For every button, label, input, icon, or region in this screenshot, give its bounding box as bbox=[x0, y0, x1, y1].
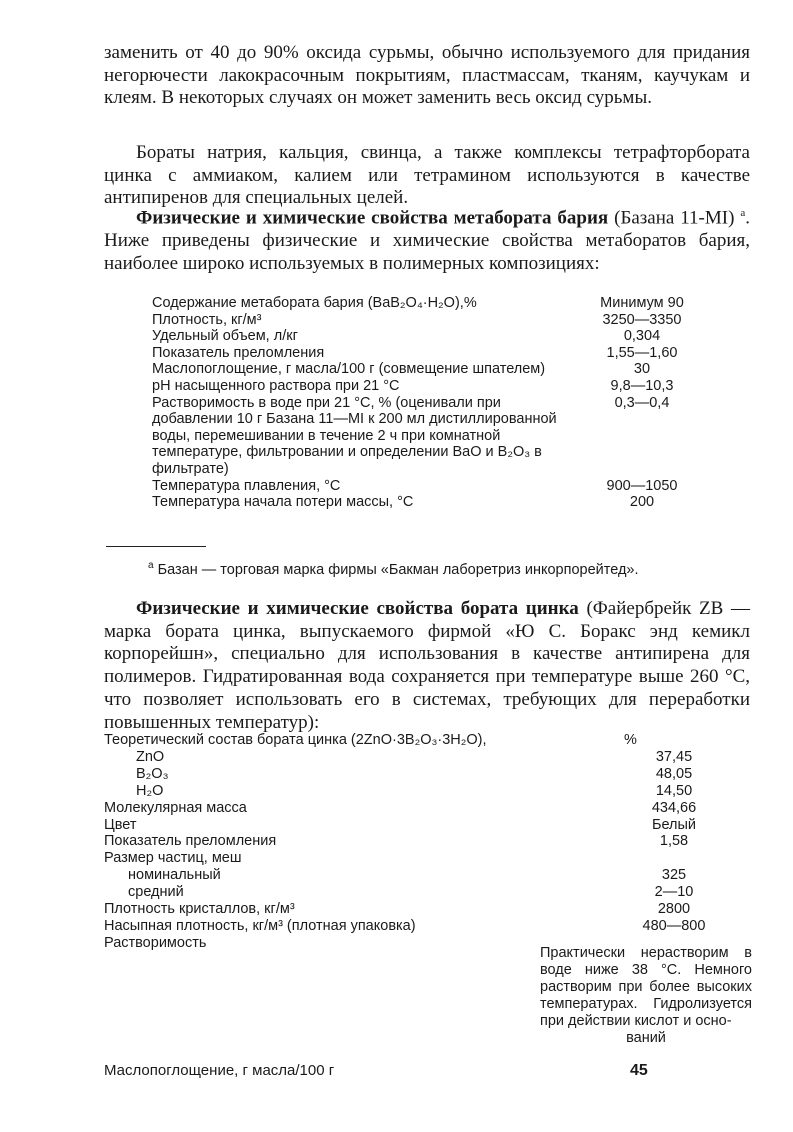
zinc-borate-properties-table bbox=[104, 732, 754, 952]
paragraph-4-heading: Физические и химические свойства бората цинка bbox=[136, 598, 579, 619]
property-name: Температура начала потери массы, °С bbox=[152, 494, 414, 511]
table-header-unit: % bbox=[624, 732, 637, 748]
paragraph-3 bbox=[104, 202, 750, 275]
property-value: 434,66 bbox=[651, 799, 697, 816]
property-value: 325 bbox=[661, 867, 687, 884]
property-value: 1,58 bbox=[659, 833, 689, 850]
property-value: 48,05 bbox=[655, 765, 693, 782]
table-row bbox=[152, 494, 712, 511]
property-name: H₂O bbox=[136, 782, 164, 799]
paragraph-4 bbox=[104, 598, 750, 734]
table-row bbox=[104, 901, 754, 918]
table-header-label: Теоретический состав бората цинка (2ZnO·3B₂O₃·3H₂O), bbox=[104, 732, 487, 748]
oil-absorption-label: Маслопоглощение, г масла/100 г bbox=[104, 1062, 335, 1079]
table-row bbox=[104, 783, 754, 800]
property-value: 2800 bbox=[657, 901, 691, 918]
property-name: Плотность кристаллов, кг/м³ bbox=[104, 901, 295, 918]
property-name: pH насыщенного раствора при 21 °С bbox=[152, 377, 400, 394]
property-value: 2—10 bbox=[654, 884, 694, 901]
footnote-text: Базан — торговая марка фирмы «Бакман лаборетриз инкорпорейтед». bbox=[157, 561, 639, 578]
table-row bbox=[104, 918, 754, 935]
page-number: 45 bbox=[630, 1062, 648, 1079]
property-name: Показатель преломления bbox=[104, 833, 277, 850]
property-value: 480—800 bbox=[642, 917, 706, 934]
property-name: ZnO bbox=[136, 748, 165, 765]
table-row bbox=[152, 378, 712, 395]
property-name: Молекулярная масса bbox=[104, 799, 247, 816]
property-value: Белый bbox=[651, 816, 697, 833]
property-name: Растворимость в воде при 21 °С, % (оценивали при добавлении 10 г Базана 11—MI к 200 мл дистиллированной воды, перемешивании в течение 2 ч при комнатной температуре, фильтровании и определении BaO и B₂O₃ в фильтрате) bbox=[152, 394, 557, 477]
solubility-text-last: ваний bbox=[626, 1030, 666, 1046]
property-value bbox=[594, 850, 754, 867]
property-name: B₂O₃ bbox=[136, 765, 169, 782]
property-name: Плотность, кг/м³ bbox=[152, 311, 262, 328]
property-name: Маслопоглощение, г масла/100 г (совмещение шпателем) bbox=[152, 361, 546, 378]
property-value: 200 bbox=[629, 494, 655, 511]
property-value: 14,50 bbox=[655, 782, 693, 799]
footnote-mark: а bbox=[148, 560, 154, 571]
table-row bbox=[152, 478, 712, 495]
paragraph-1: заменить от 40 до 90% оксида сурьмы, обычно используемого для придания негорючести лакокрасочным покрытиям, пластмассам, тканям, каучукам и клеям. В некоторых случаях он может заменить весь оксид сурьмы. bbox=[104, 42, 750, 109]
footnote bbox=[148, 560, 639, 578]
property-value: Минимум 90 bbox=[600, 295, 684, 311]
property-value: 0,304 bbox=[623, 328, 661, 345]
table-header-row bbox=[104, 732, 754, 749]
footnote-divider bbox=[106, 546, 206, 547]
paragraph-2: Бораты натрия, кальция, свинца, а также комплексы тетрафторбората цинка с аммиаком, калием или тетрамином используются в качестве антипиренов для специальных целей. bbox=[104, 142, 750, 209]
paragraph-3-tail: . Ниже приведены физические и химические свойства метаборатов бария, наиболее широко используемых в полимерных композициях: bbox=[104, 207, 750, 274]
paragraph-4-rest: (Файербрейк ZB — марка бората цинка, выпускаемого фирмой «Ю С. Боракс энд кемикл корпорейшн», специально для использования в качестве антипирена для полимеров. Гидратированная вода сохраняется при температуре выше 260 °С, что позволяет использовать его в системах, требующих для переработки повышенных температур): bbox=[104, 598, 750, 733]
table-row bbox=[104, 884, 754, 901]
table-row bbox=[104, 867, 754, 884]
property-name: Насыпная плотность, кг/м³ (плотная упаковка) bbox=[104, 917, 416, 934]
property-value: 3250—3350 bbox=[602, 311, 682, 328]
property-name: Цвет bbox=[104, 816, 137, 833]
property-name: Показатель преломления bbox=[152, 344, 325, 361]
property-name: Температура плавления, °С bbox=[152, 477, 341, 494]
table-row bbox=[104, 766, 754, 783]
paragraph-3-heading: Физические и химические свойства метабората бария bbox=[136, 207, 609, 229]
property-name: Содержание метабората бария (BaB₂O₄·H₂O),% bbox=[152, 295, 477, 311]
table-row bbox=[152, 345, 712, 362]
property-name: средний bbox=[128, 884, 184, 901]
property-value: 37,45 bbox=[655, 748, 693, 765]
property-name: Удельный объем, л/кг bbox=[152, 328, 298, 345]
property-value: 9,8—10,3 bbox=[610, 377, 674, 394]
table-row bbox=[152, 361, 712, 378]
table-row bbox=[104, 817, 754, 834]
property-value: 30 bbox=[633, 361, 651, 378]
property-name: номинальный bbox=[128, 867, 221, 884]
table-row bbox=[104, 833, 754, 850]
property-value: 1,55—1,60 bbox=[606, 344, 678, 361]
property-name: Размер частиц, меш bbox=[104, 850, 242, 867]
table-row bbox=[104, 749, 754, 766]
property-value: 0,3—0,4 bbox=[614, 394, 670, 411]
property-value: 900—1050 bbox=[606, 477, 678, 494]
solubility-text: Практически нерастворим в воде ниже 38 °С. Немного растворим при более высоких температурах. Гидролизуется при действии кислот и осно- bbox=[540, 945, 752, 1029]
table-row bbox=[152, 312, 712, 329]
table-row bbox=[152, 295, 712, 312]
table-row bbox=[152, 395, 712, 478]
table-row bbox=[104, 800, 754, 817]
table-row bbox=[152, 328, 712, 345]
paragraph-3-rest: (Базана 11-MI) bbox=[608, 207, 741, 229]
table-row bbox=[104, 850, 754, 867]
solubility-description bbox=[540, 945, 752, 1047]
barium-metaborate-properties-table bbox=[152, 295, 712, 511]
zinc-borate-rows bbox=[104, 749, 754, 952]
paragraph-3-footnote-mark: а bbox=[740, 207, 746, 219]
property-name: Растворимость bbox=[104, 934, 207, 951]
